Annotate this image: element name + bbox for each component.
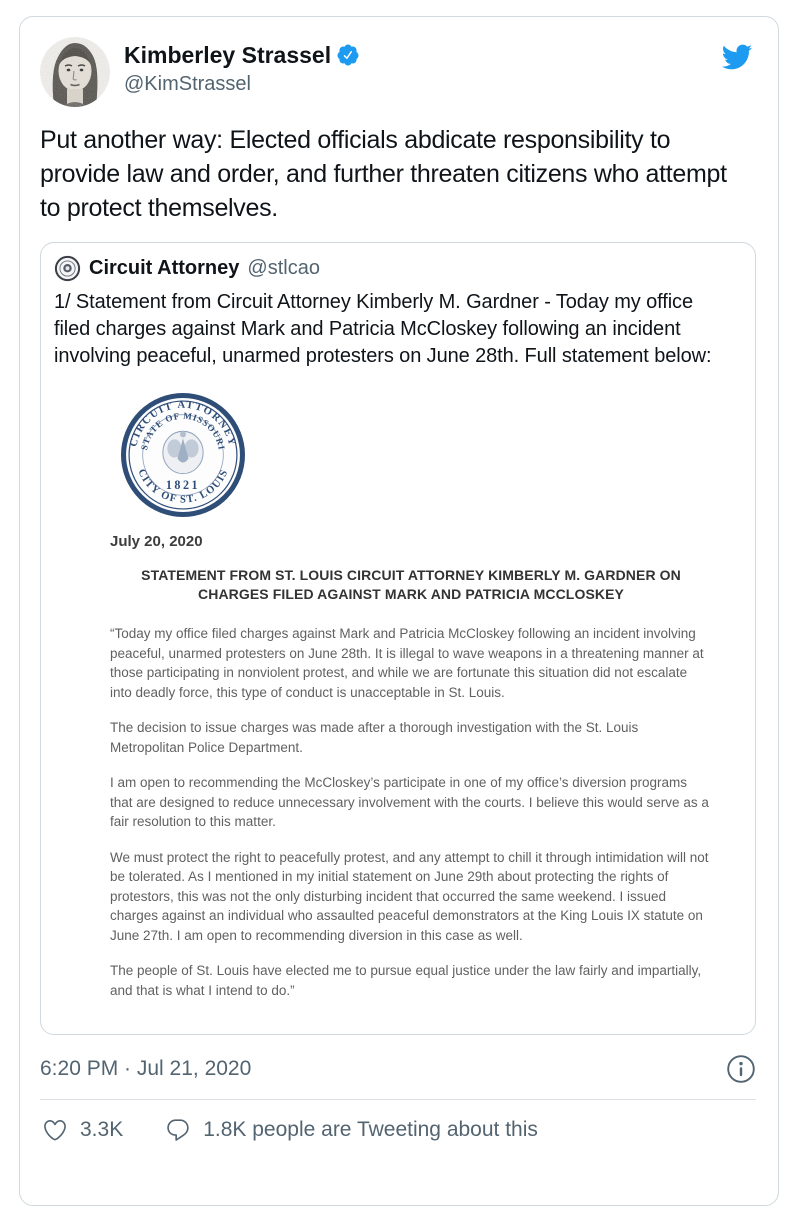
author-names — [124, 37, 360, 97]
quoted-tweet-card[interactable] — [40, 242, 756, 1035]
seal-text-inner: STATE OF MISSOURI — [139, 410, 227, 452]
letter-paragraph: “Today my office filed charges against Mark and Patricia McCloskey following an incident involving peaceful, unarmed protesters on June 28th. It is illegal to wave weapons in a threatening manner at those participating in nonviolent protest, and while we are fortunate this situation did not escalate into deadly force, this type of conduct is unacceptable in St. Louis. — [110, 626, 704, 700]
letter-title: STATEMENT FROM ST. LOUIS CIRCUIT ATTORNEY KIMBERLY M. GARDNER ON CHARGES FILED AGAINST MARK AND PATRICIA MCCLOSKEY — [141, 567, 681, 602]
quoted-avatar-seal-icon — [54, 255, 81, 282]
seal-text-bottom: CITY OF ST. LOUIS — [135, 467, 231, 506]
letter-paragraph: The decision to issue charges was made after a thorough investigation with the St. Louis Metropolitan Police Department. — [110, 720, 639, 755]
circuit-attorney-seal-icon — [120, 392, 246, 518]
tweet-card — [19, 16, 779, 1206]
quoted-author-name[interactable]: Circuit Attorney — [89, 257, 240, 279]
verified-badge-icon — [336, 43, 360, 67]
conversation-link[interactable] — [165, 1117, 538, 1143]
statement-letter-image[interactable] — [110, 392, 712, 1000]
author-avatar[interactable] — [40, 37, 110, 107]
author-handle[interactable]: @KimStrassel — [124, 73, 251, 95]
letter-paragraph: The people of St. Louis have elected me to pursue equal justice under the law fairly and impartially, and that is what I intend to do.” — [110, 963, 702, 998]
tweet-text: Put another way: Elected officials abdicate responsibility to provide law and order, and further threaten citizens who attempt to protect themselves. — [40, 126, 727, 222]
tweet-header — [40, 37, 756, 107]
info-icon[interactable] — [726, 1054, 756, 1084]
tweeting-note: 1.8K people are Tweeting about this — [203, 1118, 538, 1141]
timestamp-link[interactable]: 6:20 PM · Jul 21, 2020 — [40, 1057, 252, 1080]
heart-icon — [42, 1117, 68, 1143]
quoted-tweet-header — [54, 255, 741, 282]
twitter-logo-icon[interactable] — [717, 41, 756, 73]
seal-text-top: CIRCUIT ATTORNEY — [128, 399, 238, 449]
author-name[interactable]: Kimberley Strassel — [124, 42, 332, 68]
letter-paragraph: I am open to recommending the McCloskey’s participate in one of my office’s diversion programs that are designed to reduce unnecessary involvement with the courts. I believe this would serve as a fair resolution to this matter. — [110, 775, 709, 829]
speech-bubble-icon — [165, 1117, 191, 1143]
engagement-row — [40, 1100, 756, 1143]
quoted-avatar — [54, 255, 81, 282]
author-avatar-image — [40, 37, 110, 107]
like-count: 3.3K — [80, 1118, 124, 1141]
letter-paragraph: We must protect the right to peacefully protest, and any attempt to chill it through intimidation will not be tolerated. As I mentioned in my initial statement on June 29th about protecting the rights of protestors, this was not the only disturbing incident that occurred the same weekend. I issued charges against an individual who assaulted peaceful demonstrators at the King Louis IX statute on June 27th. I am open to recommending diversion in this case as well. — [110, 849, 709, 943]
letter-date: July 20, 2020 — [110, 533, 203, 550]
quoted-author-handle[interactable]: @stlcao — [247, 257, 320, 279]
meta-row — [40, 1054, 756, 1084]
like-button[interactable] — [42, 1117, 123, 1143]
quoted-tweet-text: 1/ Statement from Circuit Attorney Kimberly M. Gardner - Today my office filed charges against Mark and Patricia McCloskey following an incident involving peaceful, unarmed protesters on June 28th. Full statement below: — [54, 291, 712, 367]
seal-year: 1821 — [165, 477, 201, 492]
